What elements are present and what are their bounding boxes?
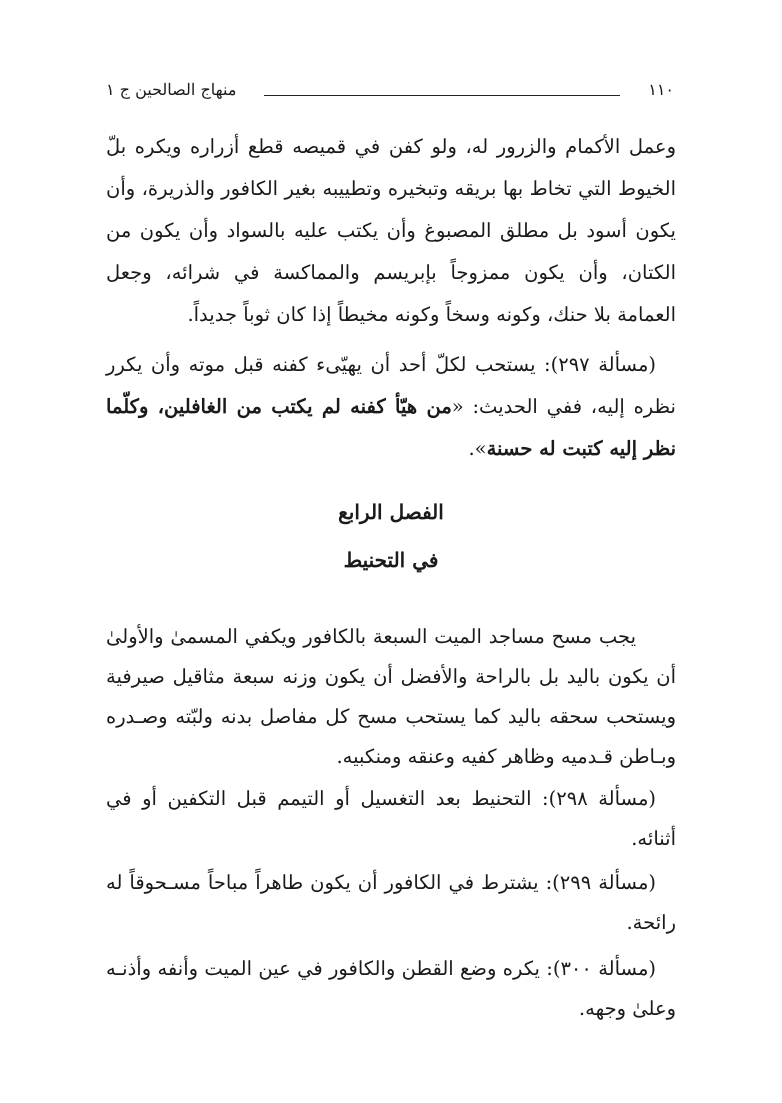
running-title: منهاج الصالحين ج ١: [106, 79, 237, 99]
header-rule: [264, 95, 620, 96]
page-header: [106, 74, 674, 104]
issue-299-paragraph: (مسألة ٢٩٩): يشترط في الكافور أن يكون طاهراً مباحاً مسـحوقاً له رائحة.: [106, 871, 676, 934]
issue-297-tail: ».: [468, 437, 487, 460]
issue-300-paragraph: (مسألة ٣٠٠): يكره وضع القطن والكافور في عين الميت وأنفه وأذنـه وعلىٰ وجهه.: [106, 957, 676, 1020]
page-number: ١١٠: [648, 79, 674, 99]
issue-297-paragraph: [106, 344, 676, 470]
tahnit-paragraph: يجب مسح مساجد الميت السبعة بالكافور ويكفي المسمىٰ والأولىٰ أن يكون باليد بل بالراحة والأفضل أن يكون وزنه سبعة مثاقيل صيرفية ويستحب سحقه باليد كما يستحب مسح كل مفاصل بدنه ولبّته وصـدره وبـاطن قـدميه وظاهر كفيه وعنقه ومنكبيه.: [106, 625, 676, 768]
issue-297-lead: (مسألة ٢٩٧): يستحب لكلّ أحد أن يهيّىء كفنه قبل موته وأن يكرر نظره إليه، ففي الحديث: «: [106, 353, 676, 418]
continuation-paragraph: وعمل الأكمام والزرور له، ولو كفن في قميصه قطع أزراره ويكره بلّ الخيوط التي تخاط بها بريقه وتبخيره وتطييبه بغير الكافور والذريرة، وأن يكون أسود بل مطلق المصبوغ وأن يكتب عليه بالسواد وأن يكون من الكتان، وأن يكون ممزوجاً بإبريسم والمماكسة في شرائه، وجعل العمامة بلا حنك، وكونه وسخاً وكونه مخيطاً إذا كان ثوباً جديداً.: [106, 135, 676, 326]
lower-text-block: [106, 617, 676, 1029]
chapter-subtitle: في التحنيط: [343, 548, 439, 572]
issue-298-paragraph: (مسألة ٢٩٨): التحنيط بعد التغسيل أو التيمم قبل التكفين أو في أثنائه.: [106, 787, 676, 850]
top-text-block: [106, 126, 676, 470]
chapter-title: الفصل الرابع: [338, 500, 444, 524]
hadith-quote: من هيّأ كفنه لم يكتب من الغافلين، وكلّما نظر إليه كتبت له حسنة: [106, 395, 676, 460]
